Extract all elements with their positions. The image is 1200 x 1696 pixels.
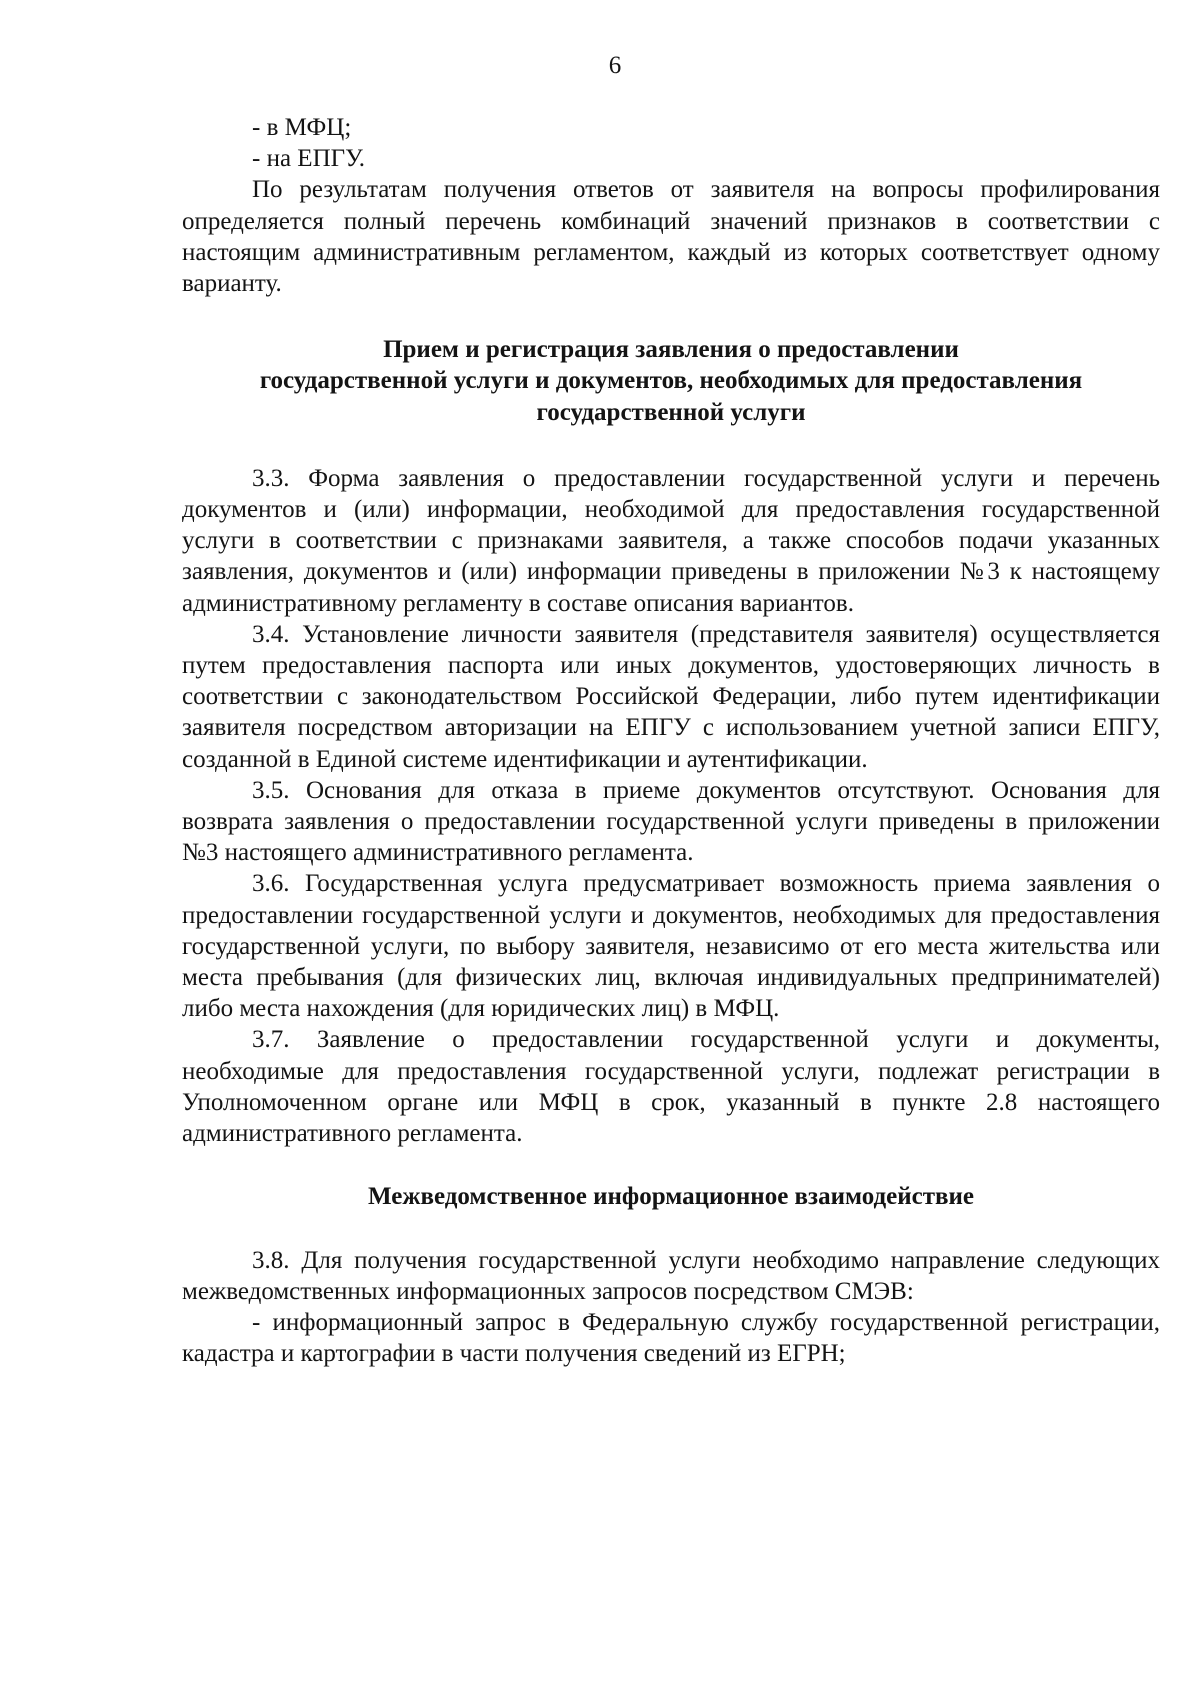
paragraph-profiling: По результатам получения ответов от заявителя на вопросы профилирования определяется полный перечень комбинаций значений признаков в соответствии с настоящим административным регламентом, каждый из которых соответствует одному варианту. — [182, 176, 1160, 298]
paragraph-3-8: 3.8. Для получения государственной услуги необходимо направление следующих межведомственных информационных запросов посредством СМЭВ: — [182, 1246, 1160, 1305]
paragraph-request-egrn: - информационный запрос в Федеральную службу государственной регистрации, кадастра и картографии в части получения сведений из ЕГРН; — [182, 1308, 1160, 1368]
paragraph-3-3: 3.3. Форма заявления о предоставлении государственной услуги и перечень документов и (или) информации, необходимой для предоставления государственной услуги в соответствии с признаками заявителя, а также способов подачи указанных заявления, документов и (или) информации приведены в приложении №3 к настоящему административному регламенту в составе описания вариантов. — [182, 464, 1160, 617]
heading-line-1: Прием и регистрация заявления о предоставлении — [383, 336, 959, 364]
section-heading-interagency: Межведомственное информационное взаимодействие — [368, 1183, 974, 1211]
paragraph-3-6: 3.6. Государственная услуга предусматривает возможность приема заявления о предоставлении государственной услуги и документов, необходимых для предоставления государственной услуги, по выбору заявителя, независимо от его места жительства или места пребывания (для физических лиц, включая индивидуальных предпринимателей) либо места нахождения (для юридических лиц) в МФЦ. — [182, 870, 1160, 1023]
list-item-epgu: - на ЕПГУ. — [252, 145, 365, 173]
heading-line-2: государственной услуги и документов, необходимых для предоставления — [259, 367, 1083, 395]
paragraph-3-7: 3.7. Заявление о предоставлении государственной услуги и документы, необходимые для предоставления государственной услуги, подлежат регистрации в Уполномоченном органе или МФЦ в срок, указанный в пункте 2.8 настоящего административного регламента. — [182, 1026, 1160, 1148]
heading-line-3: государственной услуги — [536, 398, 806, 426]
section-heading-reception — [182, 334, 1160, 428]
paragraph-3-4: 3.4. Установление личности заявителя (представителя заявителя) осуществляется путем предоставления паспорта или иных документов, удостоверяющих личность в соответствии с законодательством Российской Федерации, либо путем идентификации заявителя посредством авторизации на ЕПГУ с использованием учетной записи ЕПГУ, созданной в Единой системе идентификации и аутентификации. — [182, 620, 1160, 773]
page-number: 6 — [608, 52, 622, 79]
document-body — [182, 112, 1160, 1369]
list-item-mfc: - в МФЦ; — [252, 114, 352, 141]
paragraph-3-5: 3.5. Основания для отказа в приеме документов отсутствуют. Основания для возврата заявления о предоставлении государственной услуги приведены в приложении №3 настоящего административного регламента. — [182, 776, 1160, 867]
